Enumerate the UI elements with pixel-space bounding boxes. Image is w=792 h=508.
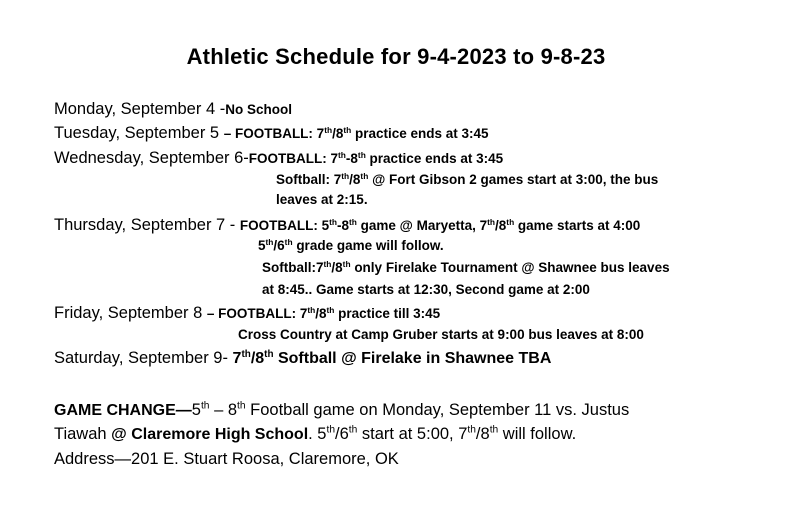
saturday-softball: 7th/8th Softball @ Firelake in Shawnee TBA bbox=[232, 348, 552, 367]
thursday-football: FOOTBALL: 5th-8th game @ Maryetta, 7th/8th game starts at 4:00 bbox=[239, 216, 641, 233]
wednesday-softball: Softball: 7th/8th @ Fort Gibson 2 games start at 3:00, the bus bbox=[276, 170, 659, 187]
tuesday-line bbox=[54, 125, 489, 142]
thursday-line bbox=[54, 217, 640, 234]
tuesday-day: Tuesday, September 5 bbox=[54, 124, 224, 142]
monday-line bbox=[54, 101, 292, 118]
friday-line bbox=[54, 305, 440, 322]
monday-day: Monday, September 4 - bbox=[54, 100, 226, 118]
wednesday-line bbox=[54, 150, 503, 167]
thursday-day: Thursday, September 7 - bbox=[54, 216, 240, 234]
document-title: Athletic Schedule for 9-4-2023 to 9-8-23 bbox=[186, 44, 606, 69]
game-change-label: GAME CHANGE— bbox=[54, 402, 192, 419]
thursday-softball-cont: at 8:45.. Game starts at 12:30, Second game at 2:00 bbox=[262, 282, 590, 297]
game-change-line-1: GAME CHANGE—5th – 8th Football game on Monday, September 11 vs. Justus bbox=[54, 400, 630, 419]
friday-day: Friday, September 8 bbox=[54, 304, 207, 322]
thursday-grade-game: 5th/6th grade game will follow. bbox=[258, 236, 444, 253]
wednesday-football: FOOTBALL: 7th-8th practice ends at 3:45 bbox=[248, 149, 504, 166]
thursday-softball: Softball:7th/8th only Firelake Tournament @ Shawnee bus leaves bbox=[262, 258, 670, 275]
friday-football: – FOOTBALL: 7th/8th practice till 3:45 bbox=[206, 304, 441, 321]
tuesday-football: – FOOTBALL: 7th/8th practice ends at 3:45 bbox=[223, 124, 489, 141]
game-change-venue: @ Claremore High School bbox=[111, 426, 309, 443]
game-change-line-2: Tiawah @ Claremore High School. 5th/6th start at 5:00, 7th/8th will follow. bbox=[54, 424, 577, 443]
monday-note: No School bbox=[225, 102, 292, 117]
wednesday-day: Wednesday, September 6- bbox=[54, 149, 249, 167]
saturday-day: Saturday, September 9- bbox=[54, 349, 233, 367]
saturday-line bbox=[54, 350, 551, 367]
friday-cross-country: Cross Country at Camp Gruber starts at 9:00 bus leaves at 8:00 bbox=[238, 327, 644, 342]
wednesday-softball-cont: leaves at 2:15. bbox=[276, 192, 368, 207]
game-change-address: Address—201 E. Stuart Roosa, Claremore, OK bbox=[54, 450, 399, 468]
